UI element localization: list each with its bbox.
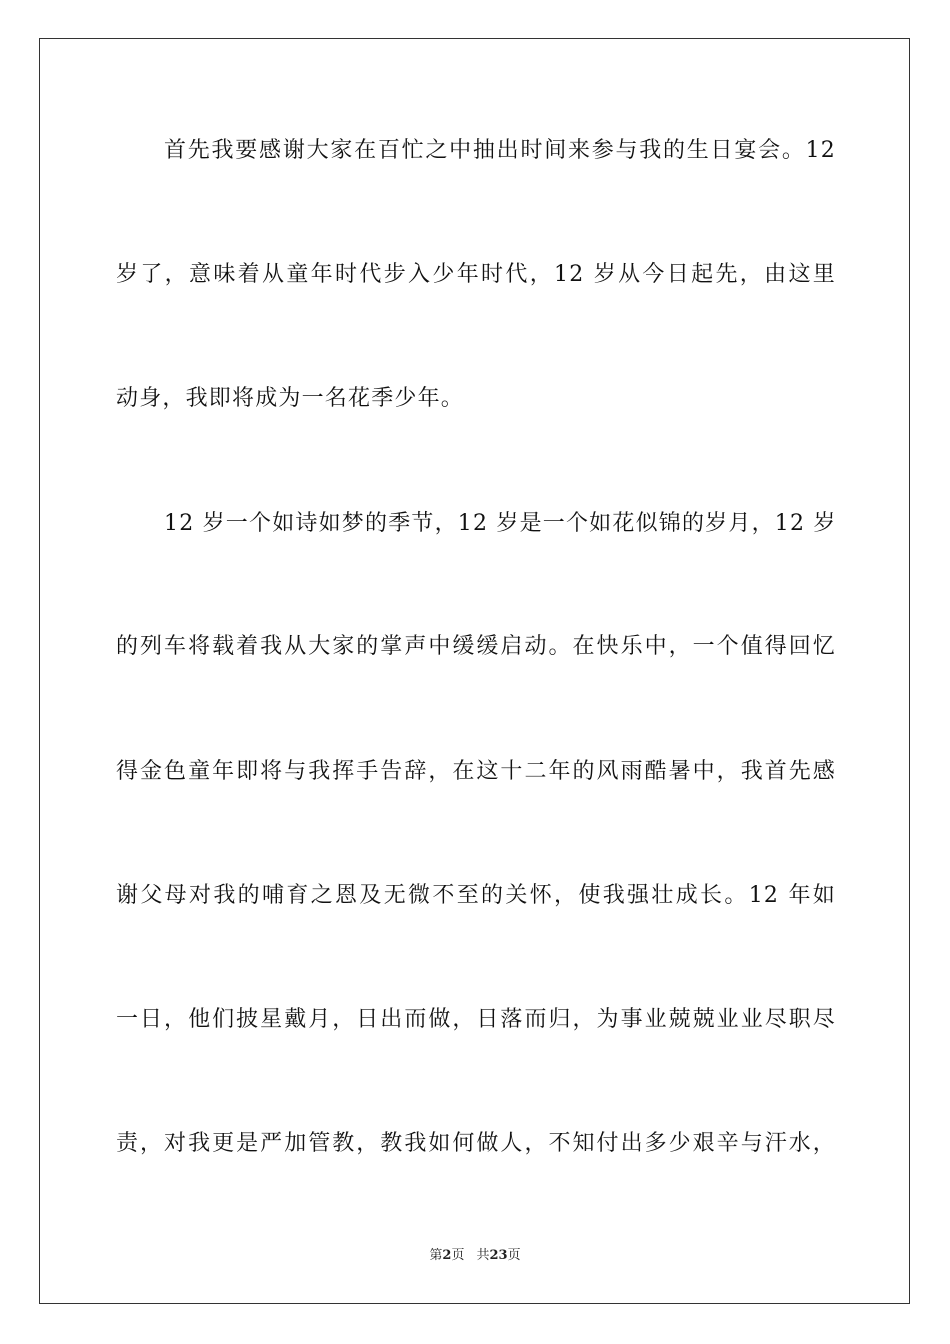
paragraph-2-line-4: 谢父母对我的哺育之恩及无微不至的关怀，使我强壮成长。12 年如 bbox=[116, 883, 836, 908]
paragraph-2-line-5: 一日，他们披星戴月，日出而做，日落而归，为事业兢兢业业尽职尽 bbox=[116, 1007, 836, 1032]
total-suffix: 页 bbox=[507, 1248, 521, 1263]
page-number: 2 bbox=[442, 1248, 452, 1263]
page-prefix: 第 bbox=[429, 1248, 443, 1263]
paragraph-2-line-6: 责，对我更是严加管教，教我如何做人，不知付出多少艰辛与汗水， bbox=[116, 1131, 836, 1156]
paragraph-2-line-2: 的列车将载着我从大家的掌声中缓缓启动。在快乐中，一个值得回忆 bbox=[116, 634, 836, 659]
paragraph-2-line-1: 12 岁一个如诗如梦的季节，12 岁是一个如花似锦的岁月，12 岁 bbox=[164, 511, 837, 536]
total-prefix: 共 bbox=[476, 1248, 490, 1263]
total-pages: 23 bbox=[489, 1248, 508, 1263]
paragraph-1-line-1: 首先我要感谢大家在百忙之中抽出时间来参与我的生日宴会。12 bbox=[164, 138, 836, 163]
paragraph-1-line-2: 岁了，意味着从童年时代步入少年时代，12 岁从今日起先，由这里 bbox=[116, 262, 836, 287]
page-suffix: 页 bbox=[451, 1248, 465, 1263]
paragraph-1-line-3: 动身，我即将成为一名花季少年。 bbox=[116, 386, 465, 411]
paragraph-2-line-3: 得金色童年即将与我挥手告辞，在这十二年的风雨酷暑中，我首先感 bbox=[116, 759, 836, 784]
page-footer bbox=[0, 1247, 950, 1265]
page-frame bbox=[39, 38, 910, 1304]
